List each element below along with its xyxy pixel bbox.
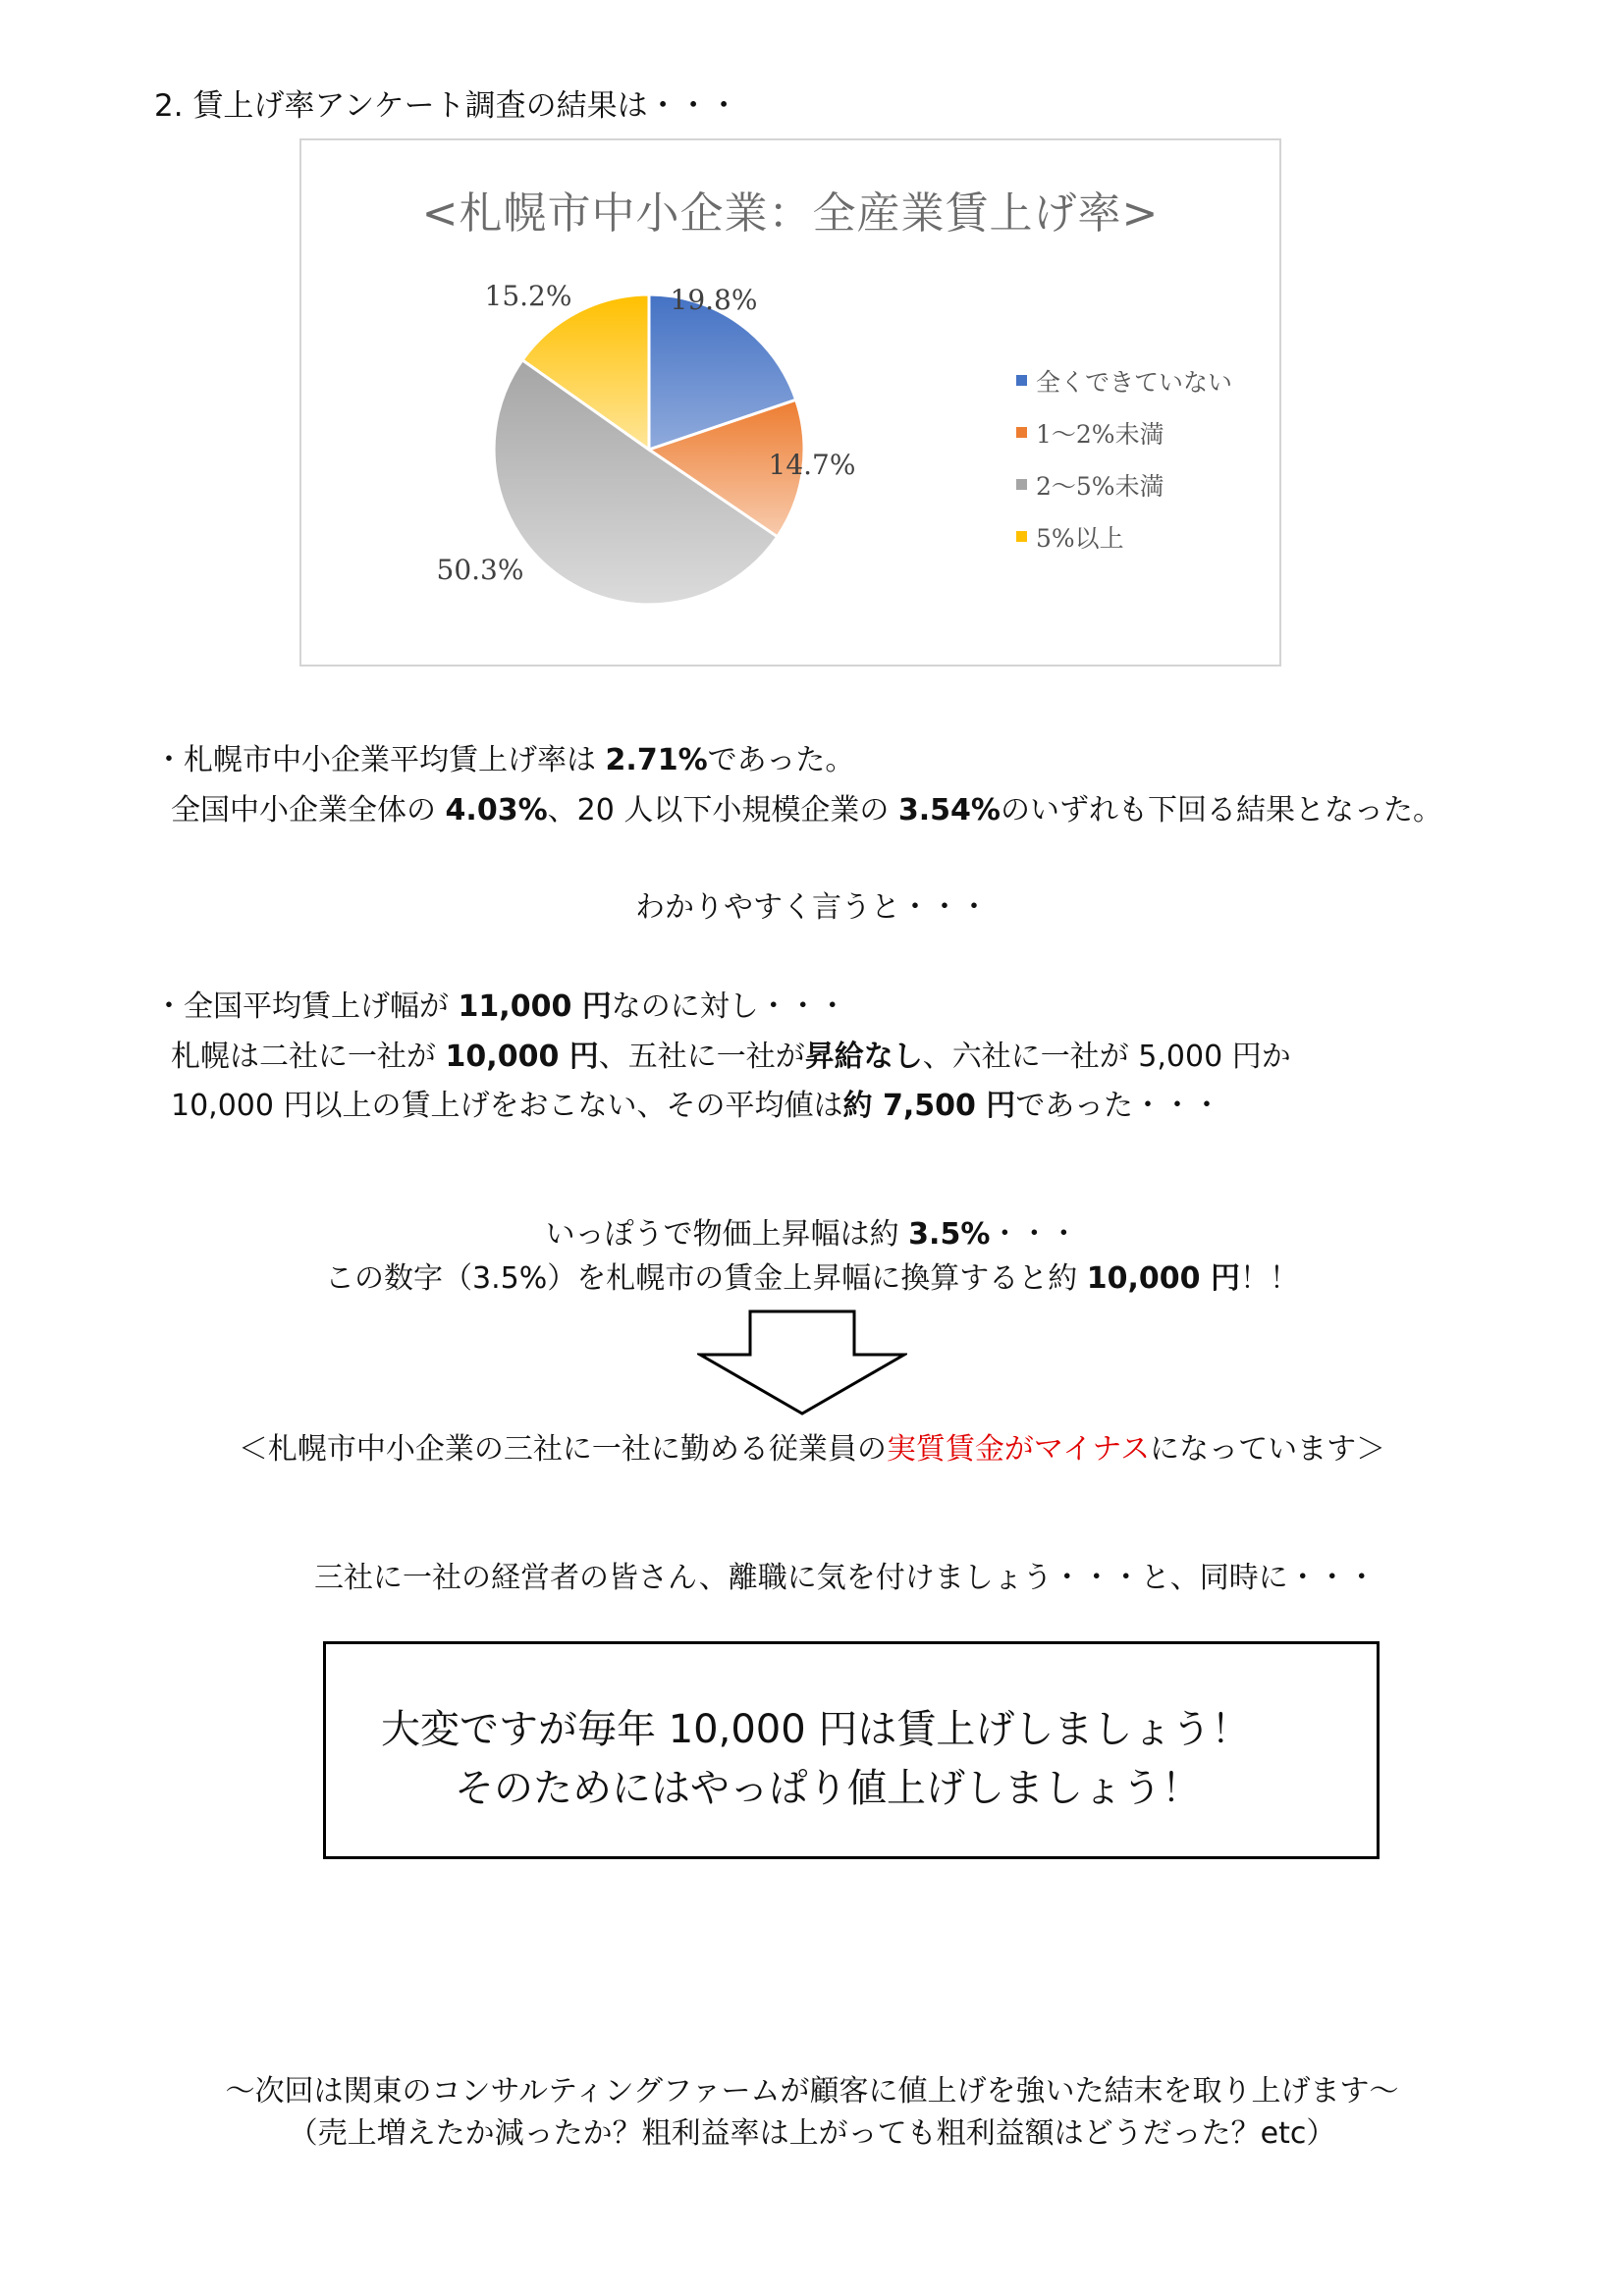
national-rate: 4.03% — [445, 793, 548, 828]
data-label: 15.2% — [484, 280, 572, 312]
national-line-1 — [154, 989, 847, 1024]
text: なのに対し・・・ — [611, 989, 847, 1024]
text: のいずれも下回る結果となった。 — [1000, 793, 1442, 828]
national-line-2 — [171, 1042, 1291, 1072]
legend-swatch — [1016, 375, 1027, 386]
national-raise: 11,000 円 — [458, 989, 612, 1024]
legend-swatch — [1016, 427, 1027, 438]
text: になっています＞ — [1150, 1432, 1386, 1467]
call-to-action-box — [323, 1641, 1380, 1859]
text: ・札幌市中小企業平均賃上げ率は — [154, 743, 606, 777]
pie-chart-panel — [299, 138, 1281, 667]
chart-legend — [1016, 354, 1232, 562]
legend-item — [1016, 510, 1232, 562]
no-raise: 昇給なし — [804, 1040, 923, 1074]
text: ＜札幌市中小企業の三社に一社に勤める従業員の — [238, 1432, 887, 1467]
small-biz-rate: 3.54% — [897, 793, 1001, 828]
text: 札幌は二社に一社が — [171, 1040, 446, 1074]
down-arrow-icon — [697, 1309, 907, 1417]
legend-item — [1016, 406, 1232, 458]
price-rise: 3.5% — [908, 1217, 991, 1252]
conclusion — [0, 1432, 1624, 1467]
text: いっぽうで物価上昇幅は約 — [545, 1217, 909, 1252]
legend-label: 1～2%未満 — [1036, 419, 1164, 449]
sapporo-raise: 10,000 円 — [445, 1040, 599, 1074]
text: この数字（3.5%）を札幌市の賃金上昇幅に換算すると約 — [325, 1261, 1087, 1296]
real-wage-negative: 実質賃金がマイナス — [886, 1432, 1151, 1467]
text: であった・・・ — [1015, 1089, 1221, 1123]
legend-item — [1016, 354, 1232, 406]
text: 10,000 円以上の賃上げをおこない、その平均値は — [171, 1089, 843, 1123]
data-label: 14.7% — [768, 449, 856, 481]
text: 、六社に一社が 5,000 円か — [922, 1040, 1291, 1074]
advice: 三社に一社の経営者の皆さん、離職に気を付けましょう・・・と、同時に・・・ — [314, 1561, 1377, 1595]
converted-amount: 10,000 円 — [1086, 1261, 1240, 1296]
cta-line-1: 大変ですが毎年 10,000 円は賃上げしましょう！ — [381, 1707, 1251, 1752]
next-line-2: （売上増えたか減ったか？粗利益率は上がっても粗利益額はどうだった？etc） — [288, 2116, 1336, 2151]
text: であった。 — [707, 743, 855, 777]
text: ・全国平均賃上げ幅が — [154, 989, 459, 1024]
data-label: 50.3% — [436, 554, 524, 586]
text: ・・・ — [990, 1217, 1079, 1252]
legend-label: 全くできていない — [1036, 367, 1233, 397]
legend-item — [1016, 458, 1232, 510]
next-line-1: ～次回は関東のコンサルティングファームが顧客に値上げを強いた結末を取り上げます～ — [225, 2074, 1399, 2109]
data-label: 19.8% — [670, 284, 758, 316]
national-line-3 — [171, 1089, 1221, 1123]
section-heading: 2. 賃上げ率アンケート調査の結果は・・・ — [154, 88, 739, 124]
cta-line-2: そのためにはやっぱり値上げしましょう！ — [455, 1766, 1201, 1811]
text: 全国中小企業全体の — [171, 793, 446, 828]
legend-label: 5%以上 — [1036, 523, 1124, 553]
text: 、20 人以下小規模企業の — [547, 793, 898, 828]
avg-raise: 約 7,500 円 — [842, 1089, 1016, 1123]
summary-line-1 — [154, 743, 855, 777]
text: 、五社に一社が — [598, 1040, 805, 1074]
legend-swatch — [1016, 479, 1027, 490]
simply-put: わかりやすく言うと・・・ — [635, 890, 989, 925]
price-line-2 — [0, 1261, 1624, 1296]
price-line-1 — [0, 1217, 1624, 1252]
chart-title: <札幌市中小企業：全産業賃上げ率> — [421, 188, 1160, 239]
legend-swatch — [1016, 531, 1027, 542]
avg-rate: 2.71% — [605, 743, 708, 777]
summary-line-2 — [171, 793, 1442, 828]
text: ！！ — [1239, 1261, 1299, 1296]
legend-label: 2～5%未満 — [1036, 471, 1164, 501]
